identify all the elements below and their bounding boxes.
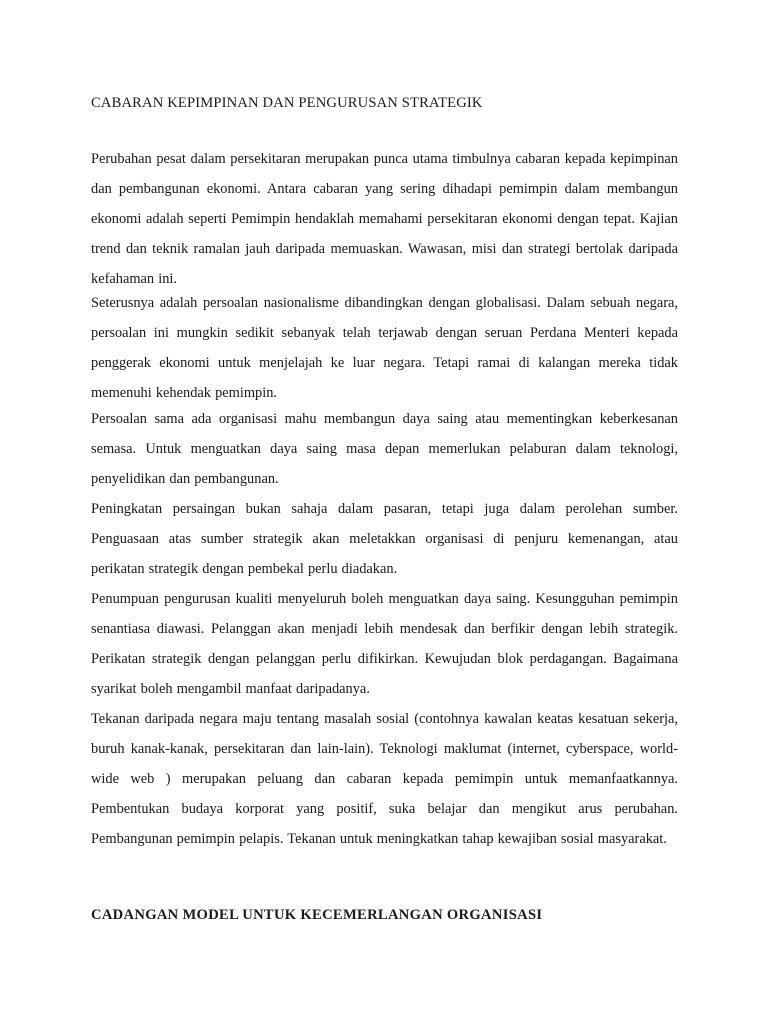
document-body	[91, 144, 678, 854]
paragraph-perubahan-pesat: Perubahan pesat dalam persekitaran merupakan punca utama timbulnya cabaran kepada kepimpinan dan pembangunan ekonomi. Antara cabaran yang sering dihadapi pemimpin dalam membangun ekonomi adalah seperti Pemimpin hendaklah memahami persekitaran ekonomi dengan tepat. Kajian trend dan teknik ramalan jauh daripada memuaskan. Wawasan, misi dan strategi bertolak daripada kefahaman ini.	[91, 151, 678, 287]
paragraph-persaingan: Peningkatan persaingan bukan sahaja dalam pasaran, tetapi juga dalam perolehan sumber. Penguasaan atas sumber strategik akan meletakkan organisasi di penjuru kemenangan, atau perikatan strategik dengan pembekal perlu diadakan.	[91, 501, 678, 577]
paragraph-nasionalisme: Seterusnya adalah persoalan nasionalisme dibandingkan dengan globalisasi. Dalam sebuah negara, persoalan ini mungkin sedikit sebanyak telah terjawab dengan seruan Perdana Menteri kepada penggerak ekonomi untuk menjelajah ke luar negara. Tetapi ramai di kalangan mereka tidak memenuhi kehendak pemimpin.	[91, 295, 678, 401]
paragraph-tekanan: Tekanan daripada negara maju tentang masalah sosial (contohnya kawalan keatas kesatuan sekerja, buruh kanak-kanak, persekitaran dan lain-lain). Teknologi maklumat (internet, cyberspace, world-wide web ) merupakan peluang dan cabaran kepada pemimpin untuk memanfaatkannya. Pembentukan budaya korporat yang positif, suka belajar dan mengikut arus perubahan. Pembangunan pemimpin pelapis. Tekanan untuk meningkatkan tahap kewajiban sosial masyarakat.	[91, 711, 678, 847]
section-heading: CADANGAN MODEL UNTUK KECEMERLANGAN ORGANISASI	[91, 907, 543, 923]
paragraph-daya-saing: Persoalan sama ada organisasi mahu membangun daya saing atau mementingkan keberkesanan semasa. Untuk menguatkan daya saing masa depan memerlukan pelaburan dalam teknologi, penyelidikan dan pembangunan.	[91, 411, 678, 487]
document-title: CABARAN KEPIMPINAN DAN PENGURUSAN STRATEGIK	[91, 95, 483, 111]
paragraph-kualiti: Penumpuan pengurusan kualiti menyeluruh boleh menguatkan daya saing. Kesungguhan pemimpin senantiasa diawasi. Pelanggan akan menjadi lebih mendesak dan berfikir dengan lebih strategik. Perikatan strategik dengan pelanggan perlu difikirkan. Kewujudan blok perdagangan. Bagaimana syarikat boleh mengambil manfaat daripadanya.	[91, 591, 678, 697]
